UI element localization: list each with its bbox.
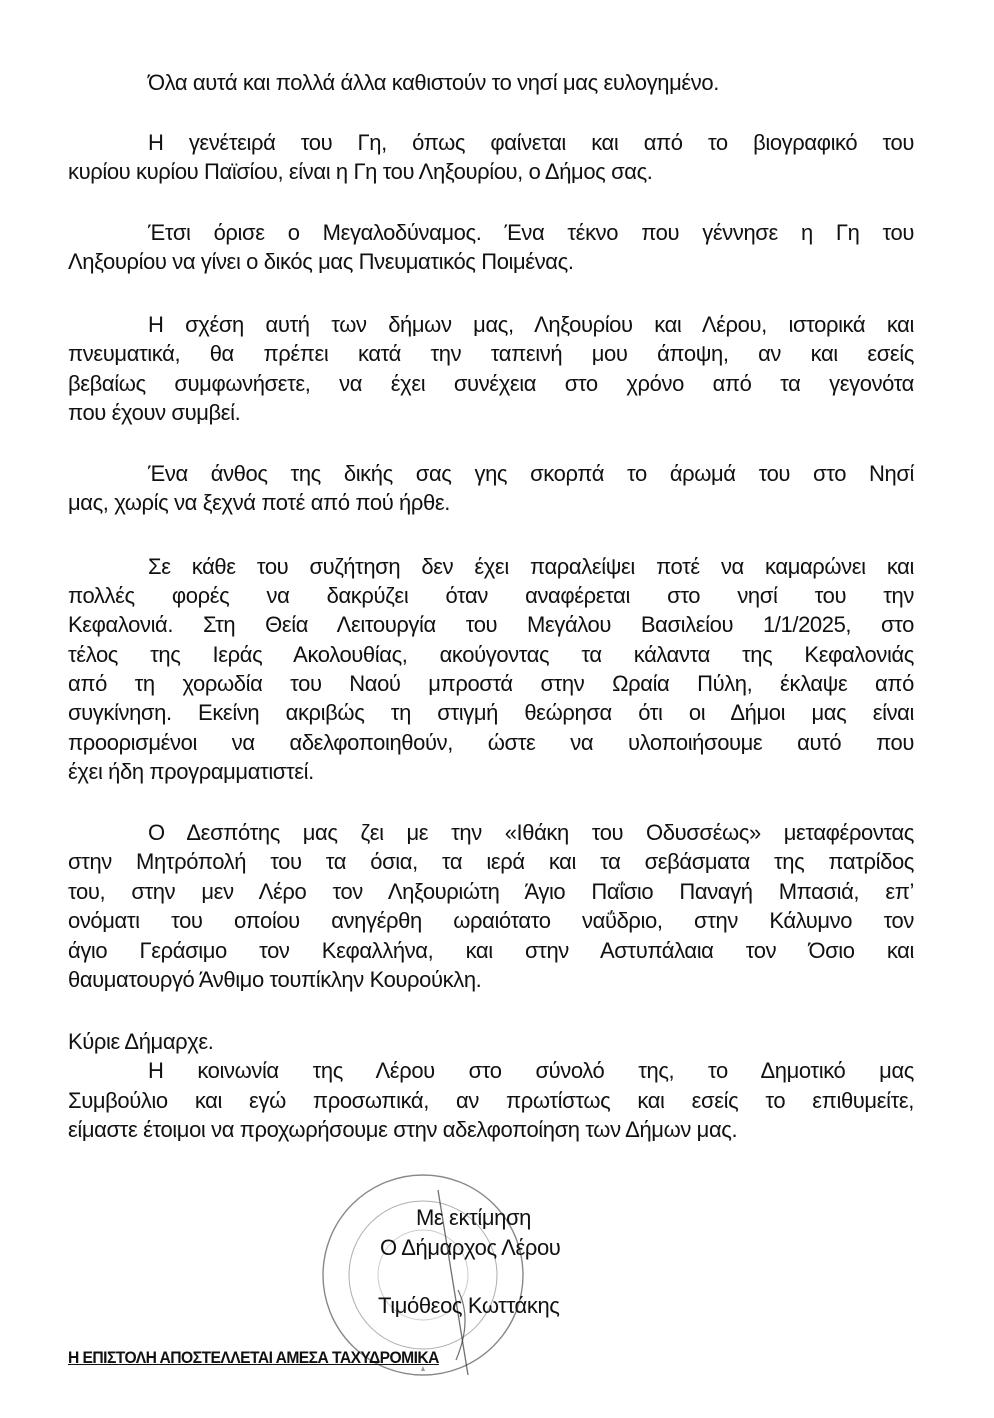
paragraph-line: που έχουν συμβεί. xyxy=(68,400,241,425)
salutation: Κύριε Δήμαρχε. xyxy=(68,1029,214,1054)
paragraph-line: από τη χορωδία του Ναού μπροστά στην Ωραία Πύλη, έκλαψε από xyxy=(68,671,914,696)
paragraph-line: έχει ήδη προγραμματιστεί. xyxy=(68,759,314,784)
signature-name: Τιμόθεος Κωττάκης xyxy=(378,1293,560,1318)
paragraph-line: Κεφαλονιά. Στη Θεία Λειτουργία του Μεγάλου Βασιλείου 1/1/2025, στο xyxy=(68,612,914,637)
paragraph-line: Ο Δεσπότης μας ζει με την «Ιθάκη του Οδυσσέως» μεταφέροντας xyxy=(148,820,914,845)
signature-title: Ο Δήμαρχος Λέρου xyxy=(380,1235,561,1260)
paragraph-line: κυρίου κυρίου Παϊσίου, είναι η Γη του Ληξουρίου, ο Δήμος σας. xyxy=(68,159,653,184)
paragraph-line: βεβαίως συμφωνήσετε, να έχει συνέχεια στο χρόνο από τα γεγονότα xyxy=(68,371,914,396)
paragraph-line: Η γενέτειρά του Γη, όπως φαίνεται και από το βιογραφικό του xyxy=(148,130,914,155)
paragraph-line: πολλές φορές να δακρύζει όταν αναφέρεται στο νησί του την xyxy=(68,583,914,608)
paragraph-line: προορισμένοι να αδελφοποιηθούν, ώστε να υλοποιήσουμε αυτό που xyxy=(68,730,914,755)
paragraph-line: Έτσι όρισε ο Μεγαλοδύναμος. Ένα τέκνο που γέννησε η Γη του xyxy=(148,220,914,245)
paragraph-line: του, στην μεν Λέρο τον Ληξουριώτη Άγιο Παΐσιο Παναγή Μπασιά, επ’ xyxy=(68,879,914,904)
paragraph-line: τέλος της Ιεράς Ακολουθίας, ακούγοντας τα κάλαντα της Κεφαλονιάς xyxy=(68,642,914,667)
paragraph-line: ονόματι του οποίου ανηγέρθη ωραιότατο ναΰδριο, στην Κάλυμνο τον xyxy=(68,908,914,933)
paragraph-line: Η σχέση αυτή των δήμων μας, Ληξουρίου και Λέρου, ιστορικά και xyxy=(148,312,914,337)
paragraph-line: άγιο Γεράσιμο τον Κεφαλλήνα, και στην Αστυπάλαια τον Όσιο και xyxy=(68,938,914,963)
paragraph-line: Ένα άνθος της δικής σας γης σκορπά το άρωμά του στο Νησί xyxy=(148,461,914,486)
paragraph-line: Σε κάθε του συζήτηση δεν έχει παραλείψει ποτέ να καμαρώνει και xyxy=(148,554,914,579)
paragraph-line: είμαστε έτοιμοι να προχωρήσουμε στην αδελφοποίηση των Δήμων μας. xyxy=(68,1117,738,1142)
paragraph-line: Ληξουρίου να γίνει ο δικός μας Πνευματικός Ποιμένας. xyxy=(68,249,574,274)
paragraph-line: συγκίνηση. Εκείνη ακριβώς τη στιγμή θεώρησα ότι οι Δήμοι μας είναι xyxy=(68,700,914,725)
signature-closing: Με εκτίμηση xyxy=(416,1205,531,1230)
paragraph-line: θαυματουργό Άνθιμο τουπίκλην Κουρούκλη. xyxy=(68,967,482,992)
paragraph-line: Όλα αυτά και πολλά άλλα καθιστούν το νησί μας ευλογημένο. xyxy=(148,70,719,95)
footer-note: Η ΕΠΙΣΤΟΛΗ ΑΠΟΣΤΕΛΛΕΤΑΙ ΑΜΕΣΑ ΤΑΧΥΔΡΟΜΙΚΑ xyxy=(68,1348,439,1367)
paragraph-line: στην Μητρόπολή του τα όσια, τα ιερά και τα σεβάσματα της πατρίδος xyxy=(68,849,914,874)
paragraph-line: μας, χωρίς να ξεχνά ποτέ από πού ήρθε. xyxy=(68,490,450,515)
paragraph-line: Η κοινωνία της Λέρου στο σύνολό της, το Δημοτικό μας xyxy=(148,1058,914,1083)
paragraph-line: πνευματικά, θα πρέπει κατά την ταπεινή μου άποψη, αν και εσείς xyxy=(68,341,914,366)
paragraph-line: Συμβούλιο και εγώ προσωπικά, αν πρωτίστως και εσείς το επιθυμείτε, xyxy=(68,1088,914,1113)
